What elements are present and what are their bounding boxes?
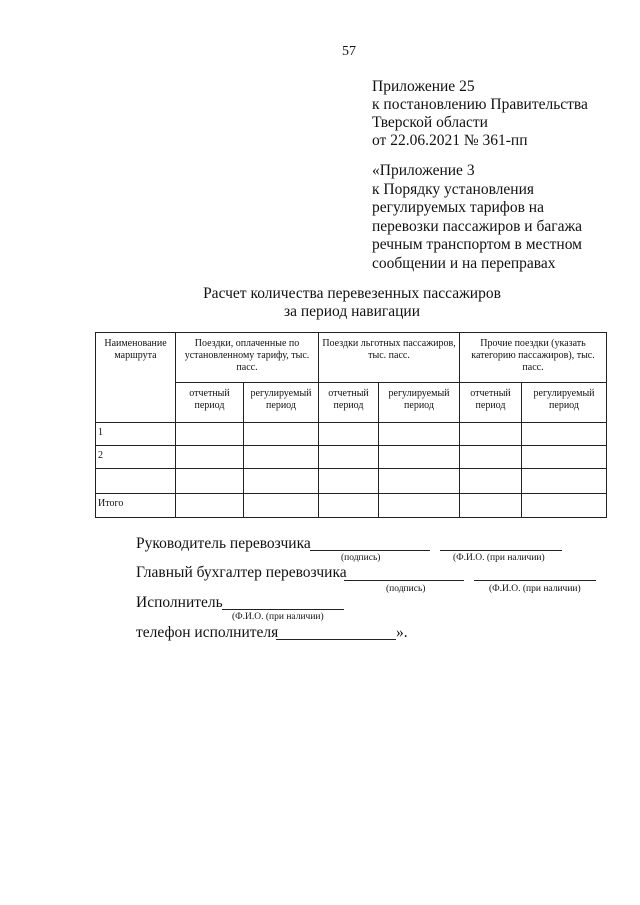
table-cell xyxy=(460,494,522,518)
header-benefit-trips: Поездки льготных пассажиров, тыс. пасс. xyxy=(319,333,460,383)
appendix-block xyxy=(372,78,588,150)
phone-label: телефон исполнителя xyxy=(136,624,279,641)
table-cell xyxy=(176,446,244,469)
appendix-line: от 22.06.2021 № 361-пп xyxy=(372,132,528,149)
table-cell xyxy=(244,423,319,446)
document-title xyxy=(0,285,640,321)
head-name-line xyxy=(440,550,562,551)
chief-accountant-name-hint: (Ф.И.О. (при наличии) xyxy=(489,584,581,594)
row-label xyxy=(96,469,176,494)
table-cell xyxy=(522,469,607,494)
phone-line xyxy=(276,639,396,640)
appendix-line: Тверской области xyxy=(372,114,488,131)
table-cell xyxy=(460,469,522,494)
chief-accountant-signature-hint: (подпись) xyxy=(386,584,426,594)
table-row xyxy=(96,423,607,446)
phone-suffix: ». xyxy=(396,624,408,641)
table-cell xyxy=(379,469,460,494)
executor-name-hint: (Ф.И.О. (при наличии) xyxy=(232,612,324,622)
appendix-inner-line: сообщении и на переправах xyxy=(372,254,556,272)
head-signature-hint: (подпись) xyxy=(341,553,381,563)
table-cell xyxy=(379,494,460,518)
appendix-inner-line: речным транспортом в местном xyxy=(372,236,582,253)
title-line-1: Расчет количества перевезенных пассажиров xyxy=(203,285,501,302)
row-label: 1 xyxy=(96,423,176,446)
chief-accountant-label: Главный бухгалтер перевозчика xyxy=(136,564,347,581)
head-name-hint: (Ф.И.О. (при наличии) xyxy=(453,553,545,563)
head-signature-line xyxy=(310,550,430,551)
header-other-trips: Прочие поездки (указать категорию пассажиров), тыс. пасс. xyxy=(460,333,607,383)
table-cell xyxy=(319,446,379,469)
appendix-inner-line: перевозки пассажиров и багажа xyxy=(372,217,583,235)
appendix-inner-line: регулируемых тарифов на xyxy=(372,199,544,216)
table-row xyxy=(96,446,607,469)
table-cell xyxy=(244,446,319,469)
header-tariff-trips: Поездки, оплаченные по установленному тарифу, тыс. пасс. xyxy=(176,333,319,383)
table-cell xyxy=(379,423,460,446)
row-label: 2 xyxy=(96,446,176,469)
header-reporting-period: отчетный период xyxy=(460,383,522,423)
table-cell xyxy=(244,469,319,494)
header-reporting-period: отчетный период xyxy=(176,383,244,423)
executor-label: Исполнитель xyxy=(136,594,223,611)
chief-accountant-signature-line xyxy=(344,580,464,581)
header-route-name: Наименование маршрута xyxy=(96,333,176,423)
table-row-total xyxy=(96,494,607,518)
appendix-line: к постановлению Правительства xyxy=(372,96,588,113)
table-cell xyxy=(522,494,607,518)
appendix-line: Приложение 25 xyxy=(372,78,475,95)
table-row xyxy=(96,469,607,494)
table-cell xyxy=(522,446,607,469)
header-regulated-period: регулируемый период xyxy=(379,383,460,423)
executor-name-line xyxy=(222,609,344,610)
header-regulated-period: регулируемый период xyxy=(244,383,319,423)
table-cell xyxy=(522,423,607,446)
header-reporting-period: отчетный период xyxy=(319,383,379,423)
head-label: Руководитель перевозчика xyxy=(136,535,311,552)
title-line-2: за период навигации xyxy=(283,303,421,320)
appendix-inner-line: к Порядку установления xyxy=(372,180,535,198)
table-cell xyxy=(460,423,522,446)
appendix-inner-block xyxy=(372,162,582,273)
table-cell xyxy=(176,469,244,494)
table-cell xyxy=(319,494,379,518)
table-cell xyxy=(460,446,522,469)
row-label-total: Итого xyxy=(96,494,176,518)
table-cell xyxy=(379,446,460,469)
table-cell xyxy=(176,494,244,518)
table-cell xyxy=(319,423,379,446)
chief-accountant-name-line xyxy=(474,580,596,581)
page-number: 57 xyxy=(342,44,356,59)
table-cell xyxy=(176,423,244,446)
header-regulated-period: регулируемый период xyxy=(522,383,607,423)
table-cell xyxy=(244,494,319,518)
passenger-calculation-table xyxy=(95,332,607,518)
table-cell xyxy=(319,469,379,494)
appendix-inner-line: «Приложение 3 xyxy=(372,162,475,179)
